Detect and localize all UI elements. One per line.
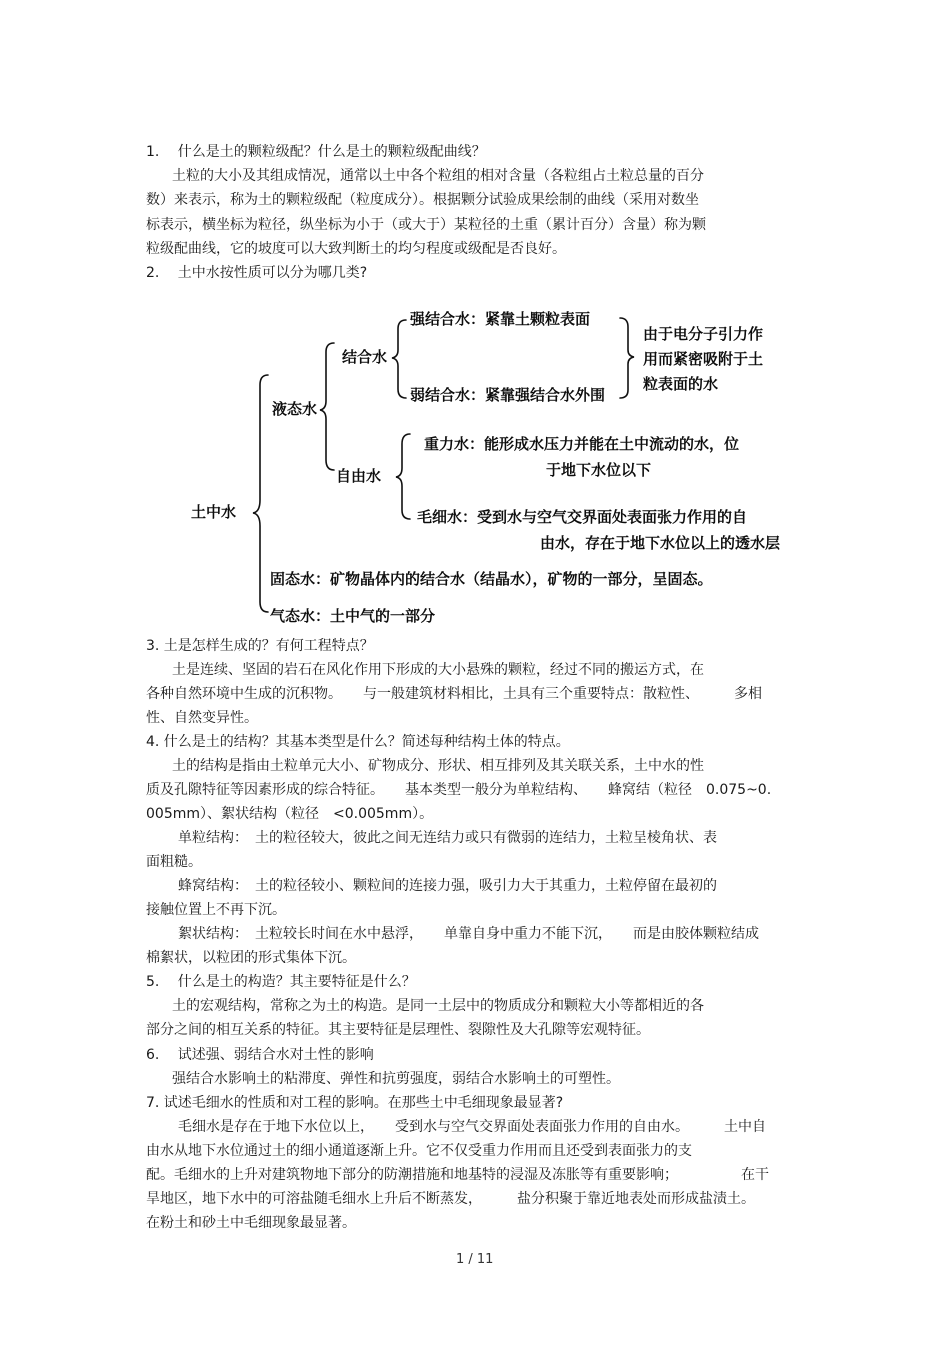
q3-line: 土是连续、坚固的岩石在风化作用下形成的大小悬殊的颗粒，经过不同的搬运方式，在 — [172, 662, 704, 678]
q3-line: 各种自然环境中生成的沉积物。 与一般建筑材料相比，土具有三个重要特点：散粒性、 多相 — [146, 686, 762, 702]
q4-line: 单粒结构： 土的粒径较大，彼此之间无连结力或只有微弱的连结力，土粒呈棱角状、表 — [178, 830, 717, 846]
q4-line: 棉絮状，以粒团的形式集体下沉。 — [146, 950, 356, 966]
diagram-gravity: 重力水：能形成水压力并能在土中流动的水，位 — [424, 435, 740, 453]
q3-title: 3. 土是怎样生成的？有何工程特点？ — [146, 638, 374, 654]
q7-title: 7. 试述毛细水的性质和对工程的影响。在那些土中毛细现象最显著? — [146, 1095, 564, 1111]
q4-line: 质及孔隙特征等因素形成的综合特征。 基本类型一般分为单粒结构、 蜂窝结（粒径 0.075~0. — [146, 782, 772, 798]
bound-brace — [392, 320, 406, 398]
q7-line: 毛细水是存在于地下水位以上， 受到水与空气交界面处表面张力作用的自由水。 土中自 — [178, 1119, 766, 1135]
diagram-strong: 强结合水：紧靠土颗粒表面 — [410, 310, 591, 328]
q1-line: 粒级配曲线，它的坡度可以大致判断土的均匀程度或级配是否良好。 — [146, 241, 566, 257]
q6-title: 6. 试述强、弱结合水对土性的影响 — [146, 1047, 374, 1063]
q3-line: 性、自然变异性。 — [146, 710, 258, 726]
diagram-bound-note: 用而紧密吸附于土 — [643, 350, 764, 368]
q7-line: 由水从地下水位通过土的细小通道逐渐上升。它不仅受重力作用而且还受到表面张力的支 — [146, 1143, 692, 1159]
q1-line: 标表示，横坐标为粒径，纵坐标为小于（或大于）某粒径的土重（累计百分）含量）称为颗 — [146, 217, 706, 233]
diagram-weak: 弱结合水：紧靠强结合水外围 — [410, 386, 606, 404]
diagram-gas: 气态水：土中气的一部分 — [270, 607, 436, 625]
diagram-solid: 固态水：矿物晶体内的结合水（结晶水），矿物的一部分，呈固态。 — [270, 570, 713, 588]
q1-line: 数）来表示，称为土的颗粒级配（粒度成分）。根据颗分试验成果绘制的曲线（采用对数坐 — [146, 192, 699, 208]
q4-line: 接触位置上不再下沉。 — [146, 902, 286, 918]
q4-line: 絮状结构： 土粒较长时间在水中悬浮， 单靠自身中重力不能下沉， 而是由胶体颗粒结成 — [178, 926, 759, 942]
bound-note-brace — [620, 318, 634, 398]
diagram-liquid: 液态水 — [272, 400, 318, 418]
diagram-bound-note: 粒表面的水 — [643, 375, 719, 393]
diagram-bound-note: 由于电分子引力作 — [643, 325, 764, 343]
q4-line: 005mm）、絮状结构（粒径 <0.005mm）。 — [146, 806, 434, 822]
q5-title: 5. 什么是土的构造？其主要特征是什么？ — [146, 974, 416, 990]
page-number: 1 / 11 — [456, 1252, 494, 1267]
q5-line: 土的宏观结构，常称之为土的构造。是同一土层中的物质成分和颗粒大小等都相近的各 — [172, 998, 704, 1014]
q4-title: 4. 什么是土的结构？其基本类型是什么？简述每种结构土体的特点。 — [146, 734, 570, 750]
q4-line: 面粗糙。 — [146, 854, 202, 870]
q4-line: 蜂窝结构： 土的粒径较小、颗粒间的连接力强，吸引力大于其重力，土粒停留在最初的 — [178, 878, 717, 894]
diagram-root: 土中水 — [191, 503, 237, 521]
q6-line: 强结合水影响土的粘滞度、弹性和抗剪强度，弱结合水影响土的可塑性。 — [172, 1071, 620, 1087]
q7-line: 在粉土和砂土中毛细现象最显著。 — [146, 1215, 356, 1231]
diagram-capillary: 毛细水：受到水与空气交界面处表面张力作用的自 — [417, 508, 748, 526]
free-brace — [396, 434, 410, 519]
liquid-brace — [320, 343, 334, 470]
q7-line: 旱地区，地下水中的可溶盐随毛细水上升后不断蒸发， 盐分积聚于靠近地表处而形成盐渍土。 — [146, 1191, 755, 1207]
root-brace — [253, 375, 268, 612]
q1-line: 土粒的大小及其组成情况，通常以土中各个粒组的相对含量（各粒组占土粒总量的百分 — [172, 168, 704, 184]
q2-title: 2. 土中水按性质可以分为哪几类? — [146, 265, 368, 281]
diagram-free: 自由水 — [336, 467, 382, 485]
diagram-capillary: 由水，存在于地下水位以上的透水层 — [540, 534, 781, 552]
diagram-gravity: 于地下水位以下 — [546, 461, 652, 479]
q7-line: 配。毛细水的上升对建筑物地下部分的防潮措施和地基特的浸湿及冻胀等有重要影响； 在干 — [146, 1167, 769, 1183]
q1-title: 1. 什么是土的颗粒级配？什么是土的颗粒级配曲线？ — [146, 144, 486, 160]
diagram-bound: 结合水 — [342, 348, 388, 366]
q4-line: 土的结构是指由土粒单元大小、矿物成分、形状、相互排列及其关联关系，土中水的性 — [172, 758, 704, 774]
q5-line: 部分之间的相互关系的特征。其主要特征是层理性、裂隙性及大孔隙等宏观特征。 — [146, 1022, 650, 1038]
